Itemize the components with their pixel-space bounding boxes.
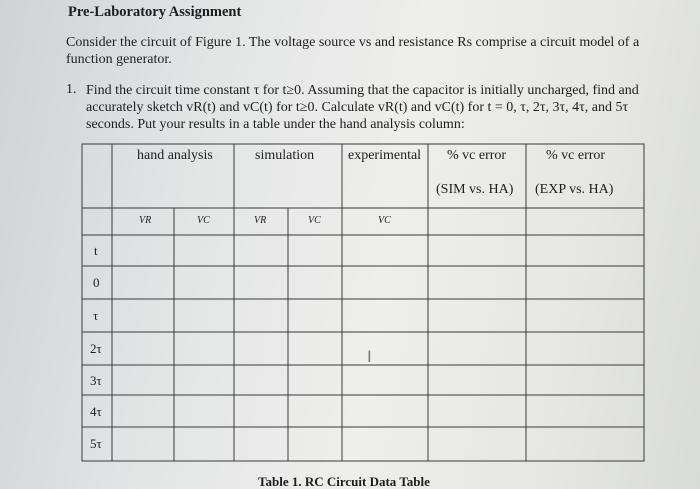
header-error-sim: % vc error [447,148,507,163]
page-heading: Pre-Laboratory Assignment [68,4,242,20]
question-number: 1. [66,82,77,97]
header-simulation: simulation [255,148,315,163]
header-hand-analysis: hand analysis [137,148,213,163]
subheader-exp-vc: VC [378,215,391,226]
row-label-tau: τ [93,308,99,323]
text-cursor-icon: I [367,347,372,366]
row-label-5tau: 5τ [90,436,102,451]
row-label-t: t [94,243,98,258]
table-caption: Table 1. RC Circuit Data Table [258,474,430,489]
subheader-sim-vr: VR [254,215,267,226]
intro-paragraph: Consider the circuit of Figure 1. The voltage source vs and resistance Rs comprise a circuit model of a function generator. [66,35,640,67]
question-text: Find the circuit time constant τ for t≥0. Assuming that the capacitor is initially uncharged, find and accurately sketch vR(t) and vC(t) for t≥0. Calculate vR(t) and vC(t) for t = 0, τ, 2τ, 3τ, 4τ, and 5τ seconds. Put your results in a table under the hand analysis column: [86,83,639,132]
subheader-sim-vc: VC [308,215,321,226]
row-label-3tau: 3τ [90,373,102,388]
header-experimental: experimental [348,148,422,163]
row-label-0: 0 [93,275,100,290]
note-exp-vs-ha: (EXP vs. HA) [535,182,614,197]
subheader-hand-vc: VC [197,215,210,226]
header-error-exp: % vc error [546,148,606,163]
subheader-hand-vr: VR [139,215,152,226]
row-label-2tau: 2τ [90,341,102,356]
note-sim-vs-ha: (SIM vs. HA) [436,182,514,197]
row-label-4tau: 4τ [90,404,102,419]
